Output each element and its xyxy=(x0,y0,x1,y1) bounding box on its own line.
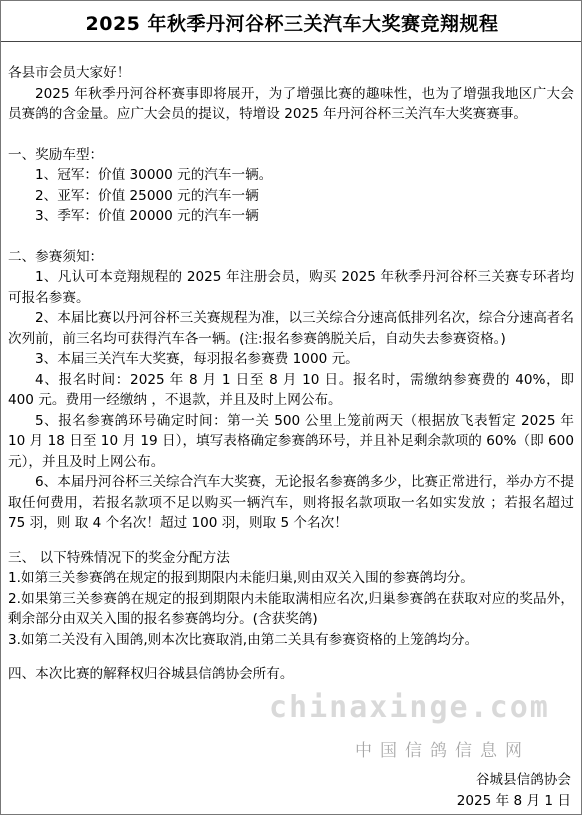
section-3-heading: 三、 以下特殊情况下的奖金分配方法 xyxy=(8,549,230,566)
signature-date: 2025 年 8 月 1 日 xyxy=(456,793,571,809)
section-2-item: 2、本届比赛以丹河谷杯三关赛规程为准，以三关综合分速高低排列名次，综合分速高者名次列前，前三名均可获得汽车各一辆。(注:报名参赛鸽脱关后，自动失去参赛资格。) xyxy=(8,310,574,347)
section-4-statement: 四、本次比赛的解释权归谷城县信鸽协会所有。 xyxy=(8,666,294,682)
section-2-heading: 二、参赛须知： xyxy=(8,248,104,265)
intro-paragraph: 2025 年秋季丹河谷杯赛事即将展开，为了增强比赛的趣味性，也为了增强我地区广大会员赛鸽的含金量。应广大会员的提议，特增设 2025 年丹河谷杯三关汽车大奖赛赛事。 xyxy=(8,85,574,122)
watermark-latin: chinaxinge.com xyxy=(269,690,550,725)
document-title: 2025 年秋季丹河谷杯三关汽车大奖赛竞翔规程 xyxy=(85,13,499,35)
spacer xyxy=(8,650,574,664)
section-2-item: 6、本届丹河谷杯三关综合汽车大奖赛，无论报名参赛鸽多少，比赛正常进行，举办方不提取任何费用，若报名款项不足以购买一辆汽车，则将报名款项取一名如实发放 ；若报名超过 75 羽，则 取 4 个名次！超过 100 羽，则取 5 个名次！ xyxy=(8,474,574,531)
spacer xyxy=(8,534,574,548)
signature-block xyxy=(457,770,571,812)
section-1-heading: 一、奖励车型： xyxy=(8,146,104,163)
section-3-item: 3.如第二关没有入围鸽,则本次比赛取消,由第二关具有参赛资格的上笼鸽均分。 xyxy=(8,631,479,648)
title-divider xyxy=(1,41,581,42)
section-2-item: 4、报名时间：2025 年 8 月 1 日至 8 月 10 日。报名时，需缴纳参赛费的 40%，即 400 元。费用一经缴纳 ，不退款，并且及时上网公布。 xyxy=(8,371,574,408)
spacer xyxy=(8,125,574,145)
section-2-item: 5、报名参赛鸽环号确定时间：第一关 500 公里上笼前两天（根据放飞表暂定 2025 年 10 月 18 日至 10 月 19 日），填写表格确定参赛鸽环号，并且补足剩余款项的 60%（即 600 元），并且及时上网公布。 xyxy=(8,412,574,470)
section-1-item: 2、亚军：价值 25000 元的汽车一辆 xyxy=(35,187,259,204)
section-3-item: 2.如果第三关参赛鸽在规定的报到期限内未能取满相应名次,归巢参赛鸽在获取对应的奖品外，剩余部分由双关入围的报名参赛鸽均分。(含获奖鸽) xyxy=(8,590,574,627)
section-1-item: 3、季军：价值 20000 元的汽车一辆 xyxy=(35,208,259,224)
section-2-item: 3、本届三关汽车大奖赛，每羽报名参赛费 1000 元。 xyxy=(35,351,359,367)
section-3-item: 1.如第三关参赛鸽在规定的报到期限内未能归巢,则由双关入围的参赛鸽均分。 xyxy=(8,570,474,586)
greeting: 各县市会员大家好！ xyxy=(8,65,131,81)
section-2-item: 1、凡认可本竞翔规程的 2025 年注册会员，购买 2025 年秋季丹河谷杯三关赛专环者均可报名参赛。 xyxy=(8,269,574,306)
document-body xyxy=(8,63,574,685)
watermark-chinese: 中国信鸽信息网 xyxy=(355,741,530,761)
signature-org: 谷城县信鸽协会 xyxy=(475,772,571,788)
spacer xyxy=(8,227,574,247)
section-1-item: 1、冠军：价值 30000 元的汽车一辆。 xyxy=(35,167,273,183)
